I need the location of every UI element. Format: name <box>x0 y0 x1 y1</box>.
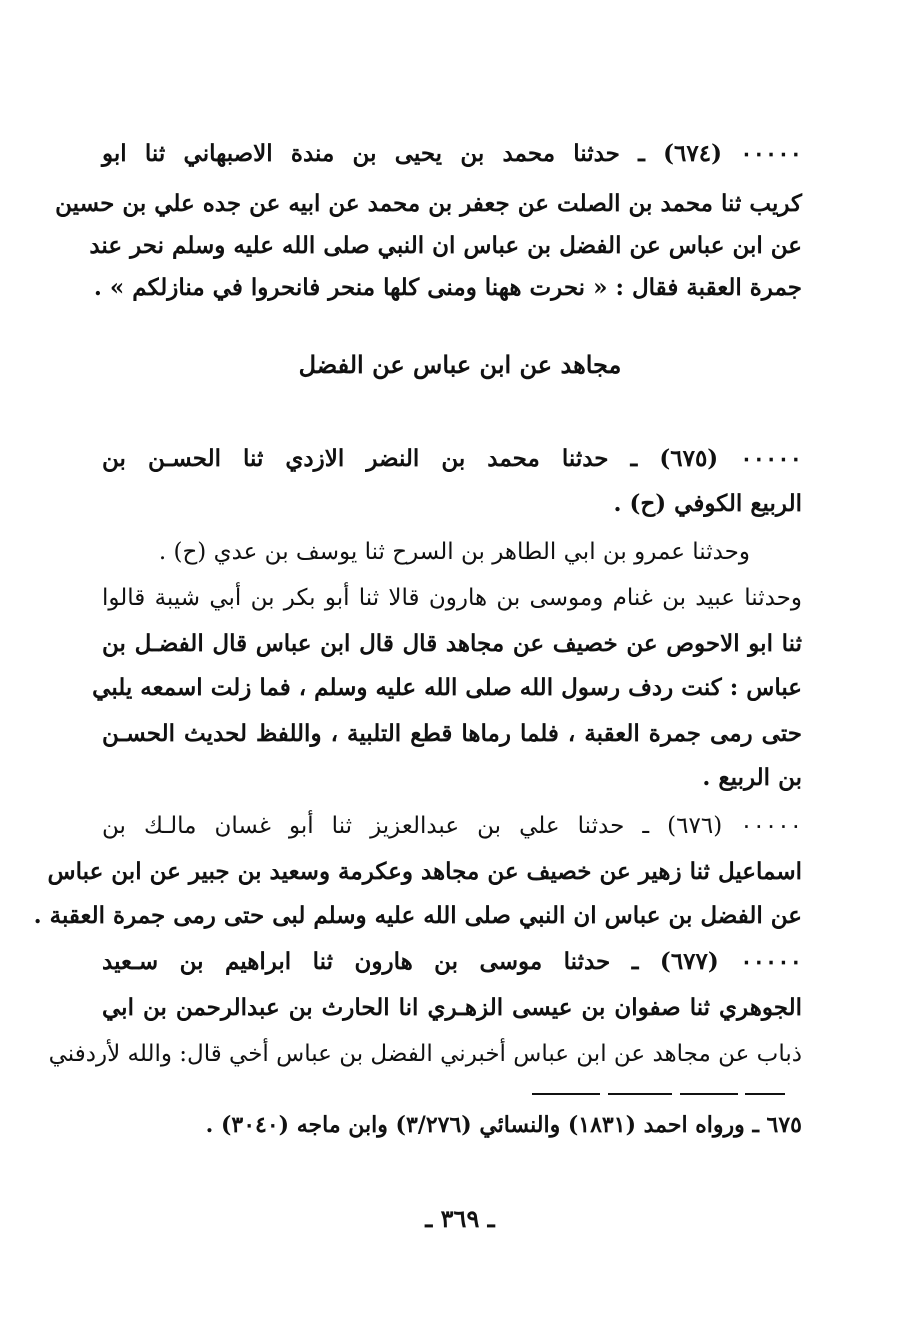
hadith-677-line-1: ٠٠٠٠٠ (٦٧٧) ـ حدثنا موسى بن هارون ثنا ابراهيم بن سـعيد <box>102 948 802 975</box>
hadith-675-line-4: وحدثنا عبيد بن غنام وموسى بن هارون قالا ثنا أبو بكر بن أبي شيبة قالوا <box>102 585 802 611</box>
hadith-675-line-6: عباس : كنت ردف رسول الله صلى الله عليه وسلم ، فما زلت اسمعه يلبي <box>92 674 802 701</box>
footnote-rule-segment <box>532 1093 600 1095</box>
hadith-675-line-8: بن الربيع . <box>702 764 802 791</box>
footnote: ٦٧٥ ـ ورواه احمد (١٨٣١) والنسائي (٣/٢٧٦) وابن ماجه (٣٠٤٠) . <box>205 1112 802 1138</box>
footnote-rule-segment <box>608 1093 672 1095</box>
footnote-rule-segment <box>680 1093 738 1095</box>
hadith-675-line-3: وحدثنا عمرو بن ابي الطاهر بن السرح ثنا يوسف بن عدي (ح) . <box>158 539 750 565</box>
hadith-677-line-2: الجوهري ثنا صفوان بن عيسى الزهـري انا الحارث بن عبدالرحمن بن ابي <box>102 994 802 1021</box>
hadith-674-line-3: عن ابن عباس عن الفضل بن عباس ان النبي صلى الله عليه وسلم نحر عند <box>89 232 802 259</box>
hadith-675-line-5: ثنا ابو الاحوص عن خصيف عن مجاهد قال قال ابن عباس قال الفضـل بن <box>102 630 802 657</box>
hadith-676-line-3: عن الفضل بن عباس ان النبي صلى الله عليه وسلم لبى حتى رمى جمرة العقبة . <box>33 902 802 929</box>
page-number: ـ ٣٦٩ ـ <box>425 1204 495 1233</box>
section-title: مجاهد عن ابن عباس عن الفضل <box>298 350 622 379</box>
hadith-674-line-4: جمرة العقبة فقال : « نحرت ههنا ومنى كلها منحر فانحروا في منازلكم » . <box>93 274 802 301</box>
hadith-676-line-1: ٠٠٠٠٠ (٦٧٦) ـ حدثنا علي بن عبدالعزيز ثنا أبو غسان مالـك بن <box>102 813 802 839</box>
hadith-677-line-3: ذباب عن مجاهد عن ابن عباس أخبرني الفضل بن عباس أخي قال: والله لأردفني <box>48 1041 802 1067</box>
hadith-675-line-2: الربيع الكوفي (ح) . <box>613 490 802 517</box>
hadith-675-line-1: ٠٠٠٠٠ (٦٧٥) ـ حدثنا محمد بن النضر الازدي ثنا الحسـن بن <box>102 445 803 472</box>
hadith-675-line-7: حتى رمى جمرة العقبة ، فلما رماها قطع التلبية ، واللفظ لحديث الحسـن <box>102 720 802 747</box>
footnote-rule-segment <box>745 1093 785 1095</box>
hadith-674-line-2: كريب ثنا محمد بن الصلت عن جعفر بن محمد عن ابيه عن جده علي بن حسين <box>55 190 802 217</box>
hadith-674-line-1: ٠٠٠٠٠ (٦٧٤) ـ حدثنا محمد بن يحيى بن مندة الاصبهاني ثنا ابو <box>102 140 802 167</box>
hadith-676-line-2: اسماعيل ثنا زهير عن خصيف عن مجاهد وعكرمة وسعيد بن جبير عن ابن عباس <box>47 858 802 885</box>
